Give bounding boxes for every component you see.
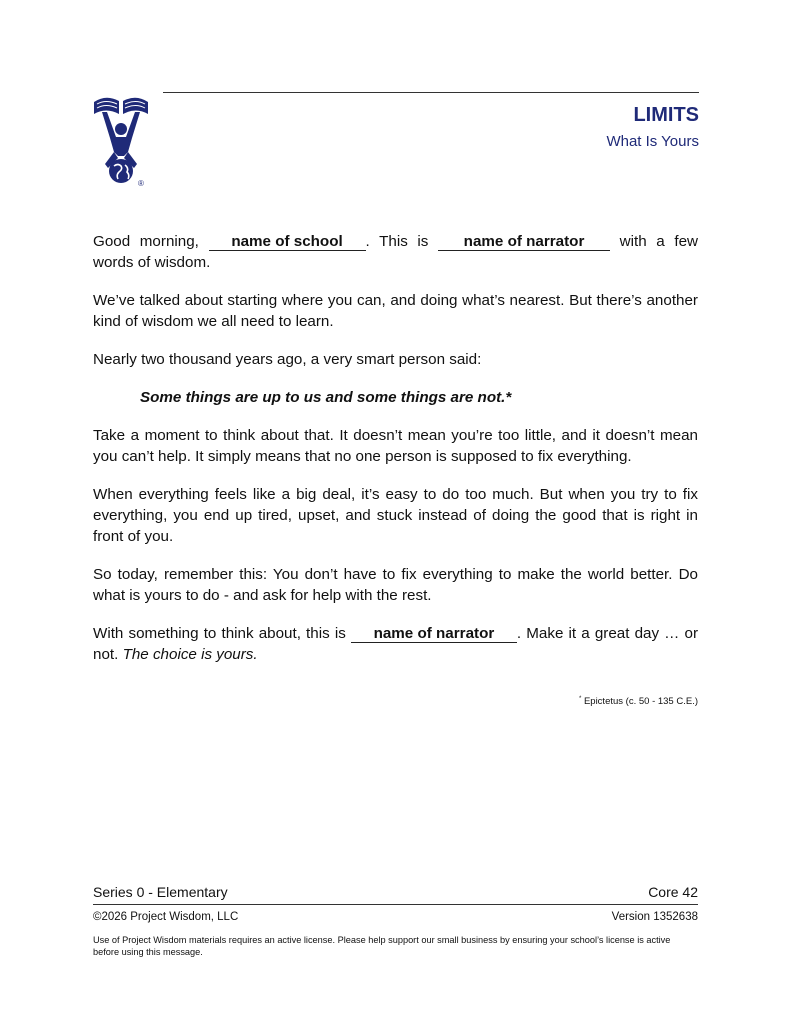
narrator-name-blank: name of narrator — [438, 234, 610, 251]
series-label: Series 0 - Elementary — [93, 884, 228, 900]
message-body — [93, 231, 698, 682]
narrator-name-blank-2: name of narrator — [351, 626, 517, 643]
school-name-blank: name of school — [209, 234, 366, 251]
citation-text: Epictetus (c. 50 - 135 C.E.) — [583, 696, 698, 708]
paragraph-closing — [93, 623, 698, 665]
paragraph-6: So today, remember this: You don’t have to fix everything to make the world better. Do what is yours to do - and ask for help with the rest. — [93, 566, 698, 604]
page-title: LIMITS — [633, 104, 699, 126]
page-subtitle: What Is Yours — [606, 133, 699, 150]
header-rule — [163, 92, 699, 93]
footer-series-row — [93, 884, 698, 900]
greeting-text-3: with a few words of wisdom. — [93, 233, 698, 271]
paragraph-4: Take a moment to think about that. It doesn’t mean you’re too little, and it doesn’t mean you can’t help. It simply means that no one person is supposed to fix everything. — [93, 427, 698, 465]
core-label: Core 42 — [648, 884, 698, 900]
footer-rule — [93, 904, 698, 905]
citation-mark: * — [578, 696, 582, 702]
paragraph-greeting — [93, 231, 698, 273]
copyright: ©2026 Project Wisdom, LLC — [93, 911, 239, 923]
citation — [579, 696, 698, 707]
greeting-text: Good morning, — [93, 233, 209, 250]
project-wisdom-logo — [88, 92, 154, 192]
footer-copyright-row — [93, 911, 698, 923]
paragraph-3: Nearly two thousand years ago, a very smart person said: — [93, 351, 482, 368]
closing-text-2: . Make it a great day … or not. — [93, 625, 699, 663]
closing-text: With something to think about, this is — [93, 625, 351, 642]
svg-text:®: ® — [138, 179, 144, 188]
greeting-text-2: . This is — [365, 233, 439, 250]
closing-tagline: The choice is yours. — [122, 646, 258, 663]
paragraph-5: When everything feels like a big deal, it’s easy to do too much. But when you try to fix everything, you end up tired, upset, and stuck instead of doing the good that is right in front of you. — [93, 486, 698, 545]
version: Version 1352638 — [611, 911, 698, 923]
license-notice: Use of Project Wisdom materials requires an active license. Please help support our small business by ensuring your school’s license is active before using this message. — [93, 935, 671, 957]
quote: Some things are up to us and some things are not.* — [140, 389, 512, 406]
paragraph-2: We’ve talked about starting where you can, and doing what’s nearest. But there’s another kind of wisdom we all need to learn. — [93, 292, 698, 330]
